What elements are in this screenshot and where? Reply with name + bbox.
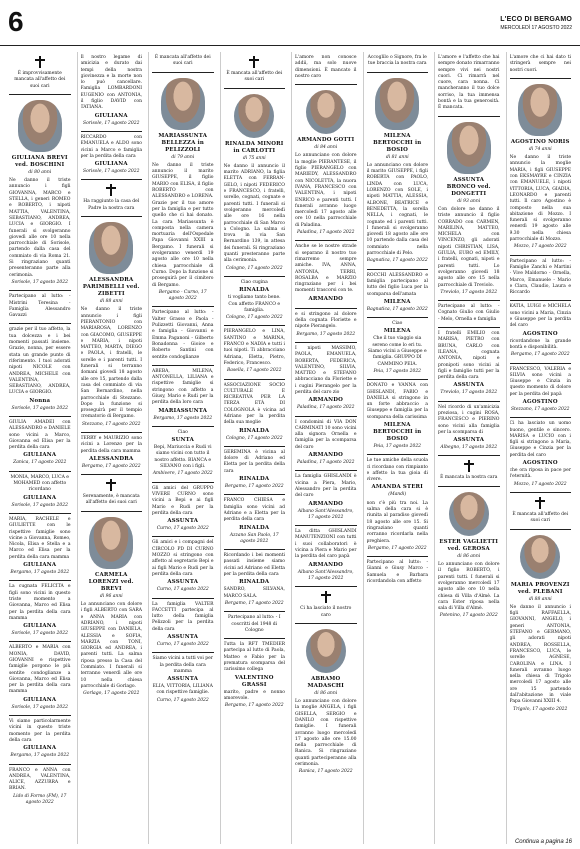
obituary-notice <box>438 487 500 844</box>
obituary-notice <box>510 256 572 302</box>
obituary-notice <box>224 277 286 326</box>
obituary-notice <box>81 512 143 844</box>
notice-text: Ciao cugina <box>240 279 268 285</box>
deceased-name: MILENA BERTOCCHI in BOSIO <box>373 421 422 442</box>
notice-text: e si stringono al dolore della cognata Floriette e nipote Pierangelo. <box>295 311 357 330</box>
notice-text: La ditta GHISLANDI MANUTENZIONI con tutti i suoi collaboratori è vicina a Piera e Mario per la perdita del caro papà <box>295 529 357 560</box>
obituary-notice <box>295 526 357 587</box>
deceased-name: GIULIANA <box>23 452 57 459</box>
place-date: Zanica, 17 agosto 2022 <box>13 460 67 466</box>
deceased-name: CARMELA LORENZI ved. BREVI <box>88 571 134 592</box>
notice-text: ELIA, VITTORIA, LILIANA con rispettive famiglie. <box>152 684 213 696</box>
deceased-name: AGOSTINO <box>522 330 558 337</box>
obituary-notice <box>224 550 286 612</box>
notice-text: Partecipano al lutto: - Mistrini Teresina - Famiglia Alessandro Gavazzi <box>9 294 71 319</box>
masthead <box>500 16 572 31</box>
notice-subtitle: di 86 anni <box>314 690 338 696</box>
place-date: Stezzano, 17 agosto 2022 <box>81 421 141 427</box>
obituary-notice <box>295 417 357 472</box>
place-date: Curno, 17 agosto 2022 <box>156 587 209 593</box>
obituary-notice <box>81 217 143 433</box>
place-date: Bergamo, 17 agosto 2022 <box>81 463 141 469</box>
cross-icon <box>464 460 474 472</box>
obituary-notice <box>224 639 286 844</box>
notice-text: Ci ha lasciato il nostro caro <box>300 606 352 618</box>
notice-text: Ne danno il triste annuncio i figli GIOVANNA, MARCO e STELLA, i generi ROMEO e ROBERTO, i nipoti MATTIA, VALENTINA, SEBASTIANO, ANDREA, LUCIA e GIORGIO. I funerali si svolgeranno giovedì alle ore 10 nella parrocchiale di Sorisole, partendo dalla casa del commiato di via Roma 21. Si ringraziano quanti presenteranno parte alla cerimonia. <box>9 178 71 278</box>
deceased-name: VALENTINO GRASSI <box>234 674 274 688</box>
obituary-notice <box>295 587 357 624</box>
obituary-notice <box>152 366 214 427</box>
notice-text: ABEBA, MILENA, ANTONELLA, LILIANA e rispettive famiglie si stringono con affetto a Giusy, Mario e Rudi per la perdita della loro cara <box>152 368 214 406</box>
deceased-name: ESTER VAGLIETTI ved. GEROSA <box>439 538 499 552</box>
notice-text: FRANCO e ANNA con ANDREA, VALENTINA, ALICE, AZZURRA e BRIAN. <box>9 767 71 792</box>
place-date: Albano Sant'Alessandro, 17 agosto 2022 <box>297 569 354 581</box>
deceased-name: GIULIANA <box>94 112 128 119</box>
place-date: Sorisole, 17 agosto 2022 <box>82 169 140 175</box>
obituary-notice <box>438 402 500 457</box>
obituary-notice <box>9 716 71 764</box>
place-date: Cologno, 17 agosto 2022 <box>225 435 283 441</box>
deceased-name: RINALDA <box>239 524 270 531</box>
deceased-name: ARMANDO <box>308 452 343 459</box>
notice-text: TERRY e MAURIZIO sono vicini a Lorenzo per la perdita della cara mamma <box>80 435 142 454</box>
notice-text: Ne danno il triste annuncio i figli PIERANTONIO con MARIAROSA, LORENZO con GIACOMO, GIUSEPPE e MARIA, i nipoti MATTEO, MARTA, DIEGO e PAOLA, i fratelli, le sorelle e i parenti tutti. I funerali si terranno domani giovedì 18 agosto alle ore 15, partendo dalla casa del commiato di via San Bernardino, nella parrocchiale di Stezzano. Dopo la funzione si proseguirà per il tempio crematorio di Bergamo. <box>80 307 142 420</box>
column-1 <box>6 52 74 844</box>
obituary-notice <box>9 324 71 417</box>
portrait-photo <box>161 78 205 130</box>
deceased-name: MILENA <box>383 328 411 335</box>
deceased-name: MARIA PROVENZI ved. PLEBANI <box>510 581 570 595</box>
obituary-notice <box>438 117 500 301</box>
deceased-name: ABRAMO MADASCHI <box>307 675 344 689</box>
notice-text: Lo annunciano con dolore il figlio ROBERTO, i parenti tutti. I funerali si svolgeranno mercoledì 17 agosto alle ore 10 nella chiesa di Villa d'Almè. La cara Ester riposa nella sala di Villa d'Almè. <box>438 562 500 612</box>
obituary-notice <box>295 471 357 526</box>
notice-text: Lo annunciano con dolore la moglie PIERANTESE, il figlio PIERANGELO con MARIEDY, ALESSANDRO con NICOLETTA, la nuora IVANA, FRANCESCO con VALENTINA, i nipoti ENRICO e parenti tutti. I funerali avranno luogo mercoledì 17 agosto alle ore 10 nella parrocchiale di Paladina. <box>295 153 357 228</box>
obituary-notice <box>510 493 572 530</box>
obituary-notice <box>367 380 429 455</box>
deceased-name: ASSUNTA BRONCO ved. DONGETTI <box>446 176 491 197</box>
notice-text: Serenamente, è mancata all'affetto dei suoi cari <box>82 494 140 506</box>
notice-text: Siamo vicini a tutti voi per la perdita della cara mamma <box>152 656 213 674</box>
notice-text: Nel ricordo di un'amicizia preziosa, i cugini ROSA, FRANCESCO e PIERINO sono vicini alla famiglia per la scomparsa di <box>438 404 500 435</box>
notice-text: Partecipano al lutto: - Valter Grasso e Paola - Pulizzetti Giovanni, Anna e famiglia - Giovanni e Emma Paganoni - Gilberto Bonadonna - Gioice e Roberto Santini con sentite condoglianze <box>152 310 214 360</box>
notice-subtitle: di 84 anni <box>314 145 338 151</box>
notice-subtitle: di 93 anni <box>457 198 481 204</box>
deceased-name: ARMANDO GOTTI <box>297 137 355 144</box>
column-8 <box>506 52 575 844</box>
notice-subtitle: di 86 anni <box>457 553 481 559</box>
notice-text: KATIA, LUIGI e MICHELA sono vicini a Maria, Cinzia e Giuseppe per la perdita del caro <box>509 304 571 329</box>
notice-text: ROCCHI ALESSANDRO e famiglia partecipano al lutto del figlio Luca per la scomparsa dell'amata <box>366 272 428 297</box>
place-date: Peia, 17 agosto 2022 <box>373 368 422 374</box>
deceased-name: MILENA <box>383 298 411 305</box>
place-date: Cologno, 17 agosto 2022 <box>225 265 283 271</box>
column-2 <box>77 52 146 844</box>
obituary-notice <box>224 380 286 447</box>
notice-text: Gli amici del GRUPPO VIVERE CURNO sono vicini a Bepi e ai figli Mario e Rudi per la perdita della cara <box>152 485 214 516</box>
place-date: Bergamo, 17 agosto 2022 <box>224 600 284 606</box>
place-date: Ranica, 17 agosto 2022 <box>298 769 353 775</box>
notice-text: Vi siamo particolarmente vicini in questo triste momento per la perdita della cara <box>9 719 71 743</box>
obituary-notice <box>367 318 429 380</box>
notice-text: SANDRO, SILVANA, MARCO SALA. <box>223 587 285 599</box>
place-date: Bergamo, 17 agosto 2022 <box>224 484 284 490</box>
notice-text: Bepi, Mariuccia e Rudi vi siamo vicini con tutto il nostro affetto. BIANCA e SILVANO con i figli. <box>153 445 212 470</box>
portrait-photo <box>447 122 491 174</box>
obituary-notice <box>152 73 214 308</box>
obituary-notice <box>152 653 214 844</box>
place-date: Sorisole, 17 agosto 2022 <box>11 704 68 710</box>
notice-text: Accoglilo o Signore, fra le tue braccia la nostra cara <box>367 55 427 67</box>
notice-text: Partecipano al lutto: - Gianni e Giusy Marco - Samuela e Barbara ricordandola con affetto <box>366 560 428 585</box>
notice-text: È improvvisamente mancata all'affetto dei suoi cari <box>14 71 66 89</box>
place-date: Bagnatica, 17 agosto 2022 <box>366 306 428 312</box>
obituary-notice <box>295 624 357 844</box>
obituary-notice <box>224 326 286 379</box>
portrait-photo <box>18 100 62 152</box>
notice-text: Ha raggiunto la casa del Padre la nostra cara <box>83 199 140 211</box>
notice-text: La famiglia VALTER FACCETTI partecipa al lutto della famiglia Pelizzoli per la perdita della cara <box>152 601 214 632</box>
portrait-photo <box>306 90 346 134</box>
deceased-name: RINALDA <box>239 287 270 294</box>
deceased-name: GIULIANA BREVI ved. BOSCHINI <box>11 154 68 168</box>
deceased-name: RINALDA <box>239 427 270 434</box>
cross-icon <box>249 56 259 68</box>
deceased-name: MARIASSUNTA BELLEZZA in PELIZZOLI <box>158 132 208 153</box>
place-date: Sorisole, 17 agosto 2022 <box>11 631 68 637</box>
deceased-name: GIULIANA <box>23 562 57 569</box>
place-date: Paladina, 17 agosto 2022 <box>296 460 355 466</box>
obituary-notice <box>9 642 71 716</box>
obituary-notice <box>295 343 357 417</box>
notice-text: Ciao <box>177 429 188 435</box>
newspaper-name: L'ECO DI BERGAMO <box>500 16 572 23</box>
notice-text: Ne danno il triste annuncio la moglie MARIA, i figli GIUSEPPE con EKSMAYRE e CINZIA con EMANUELE, i nipoti VITTORIA, LUCA, GIADIA, LEONARDO e parenti tutti. Il caro Agostino è composto nella sua abitazione di Mozzo. I funerali si svolgeranno venerdì 19 agosto alle 9.30 nella chiesa parrocchiale di Mozzo. <box>509 155 571 243</box>
deceased-name: MARIASSUNTA <box>158 407 208 414</box>
portrait-photo <box>89 517 133 569</box>
obituary-notice <box>367 455 429 557</box>
notice-subtitle: di 88 anni <box>528 596 552 602</box>
notice-text: non c'è più tra noi. La salma della cara si è riunita al paradiso giovedì 18 agosto alle ore 15. Si ringraziano quanti vorranno ricordarla nella preghiera. <box>366 500 428 544</box>
deceased-name: ASSUNTA <box>167 634 199 640</box>
notice-subtitle: di 79 anni <box>171 154 195 160</box>
deceased-name: ASSUNTA <box>167 676 199 683</box>
portrait-photo <box>520 535 560 579</box>
notice-text: Lo annunciano con dolore i figli ALBERTO con SARA e ANNA MARIA con ADRIANO, i nipoti GIUSEPPE con DANIELA, ALESSIA e SOFIA, MARZIA con TONI, GIORGIA ed ANDREA, i parenti tutti. La salma riposa presso la Casa del Commiato. I funerali si terranno venerdì alle ore 10 nella chiesa parrocchiale di Gorlago. <box>80 602 142 689</box>
place-date: Peia, 17 agosto 2022 <box>373 443 422 449</box>
obituary-notice <box>510 301 572 363</box>
obituary-notice <box>438 456 500 486</box>
obituary-notice <box>295 85 357 241</box>
notice-text: ASSOCIAZIONE SOCIO CULTURALE E RICREATIVA PER LA TERZA ETÀ DI COLOGNOLA è vicina ad Adriano per la perdita della sua moglie <box>223 382 285 426</box>
place-date: Sorisole, 17 agosto 2022 <box>11 279 68 285</box>
deceased-name: ASSUNTA <box>167 518 199 525</box>
obituary-notice <box>510 364 572 419</box>
place-date: Bergamo, 17 agosto 2022 <box>510 352 570 358</box>
obituary-notice <box>510 52 572 79</box>
column-7 <box>434 52 503 844</box>
cross-icon <box>535 497 545 509</box>
deceased-name: GIULIANA <box>23 623 57 630</box>
notice-subtitle: di 75 anni <box>242 155 266 161</box>
notice-text: Lo annunciano con dolore il marito GIUSEPPE, i figli ROBERTA con PAOLO, LINDA con LUCA, LORENZO con SOLE, i nipoti MATTIA, ALESSIA, ALBONE, BEATRICE e BENEDETTA, la sorella NELLA, i cognati, le cognate ed i parenti tutti. I funerali si svolgeranno giovedì 18 agosto alle ore 10 partendo dalla casa del commiato nella parrocchiale di Pelo. <box>366 162 428 257</box>
place-date: Bergamo, 17 agosto 2022 <box>224 703 284 709</box>
cross-icon <box>106 479 116 491</box>
place-date: Bergamo, 17 agosto 2022 <box>153 415 213 421</box>
portrait-photo <box>89 222 133 274</box>
notice-subtitle: di 80 anni <box>28 169 52 175</box>
place-date: Curno, 17 agosto 2022 <box>156 697 209 703</box>
place-date: Mozzo, 17 agosto 2022 <box>513 481 567 487</box>
obituary-notice <box>367 52 429 73</box>
notice-text: Lo annunciano con dolore la moglie ANGELA, i figli GISELLA, SERGIO e DANILO con rispettive famiglie. I funerali avranno luogo mercoledì 17 agosto alle ore 15.00 nella parrocchiale di Ranica. Si ringraziano quanti parteciperanno alla cerimonia. <box>295 699 357 768</box>
obituary-notice <box>9 765 71 844</box>
notice-text: Partecipano al lutto: - Cognato Giulio con Giulio - Melo, Ornella e famiglia <box>438 304 500 322</box>
obituary-notice <box>438 328 500 402</box>
portrait-photo <box>518 84 562 136</box>
obituary-notice <box>9 417 71 472</box>
obituary-notice <box>224 89 286 277</box>
obituary-notice <box>9 514 71 581</box>
notice-text: ALBERTO e MARIA con MONIA, DAVID, GIOVANNI e rispettive famiglie porgono le più sentite condoglianze a Giovanna, Marco ed Elisa per la perdita della cara mamma <box>9 645 71 695</box>
obituary-notice <box>152 52 214 73</box>
notice-text: Tutta la RFT TMEDIER partecipa al lutto di Paola, Matteo e Fabio per la prematura scomparsa del carissimo collega <box>223 642 285 673</box>
notice-text: Ricordando i bei momenti passati insieme siamo vicini ad Adriano ed Eletta per la perdita della cara <box>223 553 285 578</box>
obituary-notice <box>224 612 286 639</box>
deceased-name: GIULIANA <box>23 745 57 752</box>
notice-text: PIERANGELO e LINA, SANTINO e MARINA, FRANCO e NADIA e tutti i tuoi nipoti. Ti abbracciano Adriana, Eletta, Pietro, Federico, Francesco. <box>223 329 285 366</box>
place-date: Sorisole, 17 agosto 2022 <box>11 502 68 508</box>
obituary-notice <box>510 79 572 256</box>
place-date: Paladina, 17 agosto 2022 <box>296 230 355 236</box>
obituary-columns <box>6 52 574 844</box>
notice-text: I nipoti MASSIMO, PAOLA, EMANUELA, ROBERTA, FEDERICA, VALENTINO, SILVIA, MATTEO e STEFANO abbracciano da Floriette e i cugini Pierangelo per la perdita del caro zio <box>295 345 357 395</box>
deceased-name: Nonna <box>29 397 51 404</box>
notice-text: Le tue amiche della scuola ci ricordano con rimpianto e affetto la tua gioia di vivere. <box>366 458 428 483</box>
deceased-name: AGOSTINO NORIS <box>510 138 570 145</box>
obituary-notice <box>152 427 214 483</box>
notice-text: MARIA, RACHELE e GIULIETTE con le rispettive famiglie sono vicine a Giovanna, Romeo, Nicola, Elisa e Stella e a Marco ed Elisa per la perdita della cara mamma <box>9 516 71 560</box>
obituary-notice <box>510 530 572 844</box>
obituary-notice <box>224 447 286 495</box>
place-date: Albegno, 17 agosto 2022 <box>440 445 498 451</box>
deceased-name: SUNTA <box>171 437 194 444</box>
deceased-name: ASSUNTA <box>167 579 199 586</box>
place-date: Mozzo, 17 agosto 2022 <box>513 244 567 250</box>
place-date: Bagnatica, 17 agosto 2022 <box>366 258 428 264</box>
deceased-name: RINALDA <box>239 476 270 483</box>
deceased-name: ARMANDO <box>308 561 343 568</box>
place-date: Ambivere, 17 agosto 2022 <box>152 471 213 477</box>
obituary-notice <box>152 307 214 365</box>
notice-text: È mancata all'affetto dei suoi cari <box>226 71 283 83</box>
notice-text: Anche se le nostre strade si separano il nostro tuo rimarremo sempre amiche. IVA, ANNA, ANTONIA, TERRI, ROSALBA e MARZIO ringraziano per i bei momenti trascorsi con te. <box>295 244 357 294</box>
place-date: Trigolo, 17 agosto 2022 <box>513 706 568 712</box>
continued-note[interactable]: Continua a pagina 16 <box>514 839 572 845</box>
notice-text: Che il tuo viaggio sia sereno come lo eri tu. Siamo vicini a Giuseppe e famiglia. GRUPPO DI CAMMINO PEIA. <box>367 336 427 367</box>
notice-subtitle: di 96 anni <box>99 593 123 599</box>
notice-text: FRANCESCO, VALERIA e SILVIA sono vicini a Giuseppe e Cinzia in questo momento di dolore per la perdita del papà <box>509 366 571 397</box>
place-date: Bergamo, 17 agosto 2022 <box>296 331 356 337</box>
cross-icon <box>321 591 331 603</box>
deceased-name: GIULIANA <box>94 161 128 168</box>
notice-text: È mancata la nostra cara <box>440 475 498 481</box>
place-date: Azzano San Paolo, 17 agosto 2022 <box>229 532 279 544</box>
obituary-notice <box>9 52 71 95</box>
notice-text: Gli amici e i compagni del CIRCOLO PD DI CURNO MOZZO si stringono con affetto al segretario Bepi e ai figli Mario e Rudi per la perdita della cara <box>152 540 214 577</box>
deceased-name: ARMANDO <box>308 500 343 507</box>
place-date: Potenino, 17 agosto 2022 <box>439 613 498 619</box>
obituary-notice <box>9 581 71 642</box>
notice-text: I fratelli EMILIO con MARISA, PIETRO con BRUNA, CARLO con ILEANA, cognata ANTONIA, nipoti e pronipoti sono vicini ai figli e famiglie tutti per la perdita della cara <box>438 331 500 381</box>
deceased-name: ASSUNTA <box>453 382 485 389</box>
notice-text: Partecipano al lutto: - Famiglie Zanchi e Martini - Vive Maldorno - Ornella, Marco, Emanuele - Mario e Clara, Claudio, Laura e Riccardo <box>509 258 571 296</box>
notice-text: marito, padre e nonno amorevole. <box>223 689 285 701</box>
notice-text: Con dolore ne danno il triste annuncio il figlio CORRADO con CARMEN, MARILINA, MATTEO, MICHELA con VINCENZO, gli adorati nipoti CHRISTIAN, LISA, GIULIA, EURO ed EMILY, i fratelli, cognati, nipoti e parenti tutti. Lo svolgeranno giovedì 18 agosto alle ore 15 nella parrocchiale di Treviolo. <box>438 206 500 288</box>
notice-text: MONIA, MARCO, LUCA e MOHAMED con affetto ricordano <box>10 474 69 493</box>
column-6 <box>363 52 432 844</box>
obituary-notice <box>295 241 357 308</box>
column-5 <box>291 52 360 844</box>
place-date: Sorisole, 17 agosto 2022 <box>11 405 68 411</box>
notice-text: Ci ha lasciato un uomo buono, gentile e sincero. MARISA e LUCIO con i figli si stringono a Maria, Giuseppe e Cinzia per la perdita del caro <box>509 421 571 458</box>
obituary-notice <box>152 483 214 538</box>
obituary-notice <box>81 52 143 132</box>
deceased-name: ARMANDO <box>308 295 343 302</box>
place-date: Treviolo, 17 agosto 2022 <box>440 289 498 295</box>
obituary-notice <box>9 95 71 291</box>
portrait-photo <box>449 492 489 536</box>
obituary-notice <box>367 73 429 270</box>
notice-text: grazie per il tuo affetto, la tua dolcezza e i bei momenti passati insieme. Grazie, nonna, per essere stata un grande punto di riferimento. I tuoi adorati nipoti NICOLE con ANDREA, MICHELE con VALENTINA, SEBASTIANO, ANDREA, LUCIA e GIORGIO. <box>9 327 71 396</box>
obituary-notice <box>438 52 500 117</box>
notice-text: Ne danno il annuncio i figli RAFFAELLA, GIOVANNI, ANGELO, i generi ANTONIA, STEFANO e GERMANO, gli adorati nipoti ANDREA, ROSSELLA, FRANCESCO, LUCA, le sorelle AGNESE, CAROLINA e LINA. I funerali avranno luogo nella chiesa di Trigolo mercoledì 17 agosto alle ore 15 partendo dall'abitazione in viale Papa Giovanni XXIII 4. <box>509 604 571 705</box>
place-date: Stezzano, 17 agosto 2022 <box>510 406 570 412</box>
place-date: Sorisole, 17 agosto 2022 <box>82 120 140 126</box>
place-date: Albano Sant'Alessandro, 17 agosto 2022 <box>297 508 354 520</box>
obituary-notice <box>295 309 357 343</box>
place-date: Lido di Formo (FM), 17 agosto 2022 <box>13 793 67 806</box>
place-date: Bergamo, 17 agosto 2022 <box>10 570 70 576</box>
notice-text: È mancata all'affetto dei suoi cari <box>512 511 569 524</box>
obituary-notice <box>152 537 214 598</box>
obituary-notice <box>81 132 143 180</box>
portrait-photo <box>375 78 419 130</box>
notice-text: La cugnata FELICITA e figli sono vicini in questo triste momento a Giovanna, Marco ed Elisa per la perdita della cara mamma <box>9 584 71 621</box>
notice-text: ti vogliamo tanto bene. Con affetto FRANCO e famiglia. <box>227 295 281 313</box>
deceased-name: ALESSANDRA <box>89 455 134 462</box>
place-date: Curno, 17 agosto 2022 <box>156 642 209 647</box>
place-date: Paladina, 17 agosto 2022 <box>296 405 355 411</box>
portrait-photo <box>234 94 274 138</box>
notice-text: DONATO e VANNA con GHISLANDI, FABIO e DANIELA si stringono in un forte abbraccio a Giuseppe e famiglia per la scomparsa della carissima <box>366 383 428 420</box>
cross-icon <box>106 184 116 196</box>
notice-text: GEREMINA è vicina al dolore di Adriano ed Eletta per la perdita della cara <box>223 449 285 474</box>
page-header <box>0 0 580 46</box>
notice-subtitle: di 74 anni <box>528 146 552 152</box>
place-date: Treviolo, 17 agosto 2022 <box>440 390 498 396</box>
deceased-name: GIULIANA <box>23 696 57 703</box>
obituary-notice <box>438 301 500 328</box>
obituary-notice <box>224 52 286 89</box>
deceased-name: MILENA BERTOCCHI in BOSIO <box>373 132 422 153</box>
column-3 <box>148 52 217 844</box>
deceased-name: AGOSTINO <box>522 398 558 405</box>
notice-text: RICCARDO con EMANUELA e ALDO sono vicini a Marco e famiglia per la perdita della cara <box>80 134 142 159</box>
obituary-notice <box>295 52 357 85</box>
notice-text: La famiglia GHISLANDI è vicina a Piera, Mario, Alessandro per la perdita del caro <box>295 474 357 499</box>
obituary-notice <box>367 557 429 844</box>
notice-text: FRANCO CHIESA e famiglia sono vicini ad Adriano e a Eletta per la perdita della cara <box>223 498 285 523</box>
deceased-name: ARMANDO <box>308 397 343 404</box>
notice-text: Ne danno il triste annuncio il marito GIUSEPPE, il figlio MARIO con ELISA, il figlio ROBERTO con ALESSANDRO e LORENA. Grazie per il tuo amore per la famiglia e per tutto quello che ci hai donato. La cara Mariassunta è composta nella camera mortuaria dell'Ospedale Papa Giovanni XXIII a Bergamo. I funerali si svolgeranno venerdì 19 agosto alle ore 10 nella chiesa parrocchiale di Curno. Dopo la funzione si proseguirà per il cimitero di Bergamo. <box>152 162 214 288</box>
obituary-notice <box>510 418 572 493</box>
notice-text: Ne danno il annuncio il marito ADRIANO, la figlia ELETTA con FERRAN-GELO, i nipoti FEDERICO e FRANCESCO, i fratelli, sorelle, cognati, cognate e parenti tutti. I funerali si svolgeranno mercoledì alle ore 16 nella parrocchiale di San Marco a Cologno. La salma si trova in via San Bernardino 139, in attesa dei funerali. Si ringraziano quanti presteranno parte alla cerimonia. <box>223 163 285 264</box>
notice-text: L'amore che ci hai dato ti stringerà sempre nei nostri cuori. <box>509 55 571 73</box>
portrait-photo <box>306 629 346 673</box>
obituary-notice <box>367 270 429 318</box>
notice-text: Partecipano al lutto: - I coscritti del 1948 di Cologno <box>227 615 281 633</box>
notice-text: L'amore e l'affetto che hai sempre donato rimarranno sempre vivi nei nostri cuori. Ci rimarrà nel cuore, cara nonna. Ci mancheranno il tuo dolce sorriso, la tua immensa bontà e la tua generosità. È mancata. <box>438 55 500 111</box>
notice-text: GIULIA AMADEI con ALESSANDRO e DANIELE sono vicini a Marco, Giovanna ed Elisa per la perdita della cara <box>9 419 71 451</box>
notice-text: I condomini di VIA DON CARMINATI 10 sono vicini alla signora Ornella e famiglia per la scomparsa del caro <box>295 419 357 450</box>
obituary-notice <box>224 495 286 550</box>
obituary-notice <box>81 475 143 512</box>
page-number: 6 <box>8 6 24 37</box>
place-date: Curno, 17 agosto 2022 <box>156 526 209 532</box>
notice-text: È mancata all'affetto dei suoi cari <box>154 55 211 67</box>
deceased-name: ALESSANDRA PARIMBELLI ved. ZIBETTI <box>82 277 140 298</box>
place-date: Bergamo, 17 agosto 2022 <box>10 753 70 759</box>
notice-subtitle: di 88 anni <box>99 299 123 305</box>
place-date: Bergamo, 17 agosto 2022 <box>367 545 427 551</box>
notice-text: Il nostro legame di amicizia e durato dai tempi della nostra giovinezza e la morte non lo può cancellare. Famiglia LOMBARDONI EUGENIO con ANTONIA, il figlio DAVID con TATIANA. <box>80 55 142 111</box>
obituary-notice <box>152 599 214 654</box>
place-date: Gorlago, 17 agosto 2022 <box>83 691 140 697</box>
notice-text: Ciao <box>392 321 403 327</box>
issue-date: MERCOLEDÌ 17 AGOSTO 2022 <box>500 25 572 31</box>
obituary-notice <box>9 472 71 514</box>
obituary-notice <box>81 180 143 217</box>
deceased-name: AGOSTINO <box>522 460 558 467</box>
cross-icon <box>35 56 45 68</box>
place-date: Bergamo - Curno, 17 agosto 2022 <box>158 289 207 302</box>
deceased-name: GIULIANA <box>23 494 57 501</box>
obituary-notice <box>9 291 71 324</box>
deceased-name: RINALDA <box>239 579 270 586</box>
notice-subtitle: (Mandi) <box>388 492 407 498</box>
deceased-name: AMANDA STERI <box>371 484 423 491</box>
obituary-notice <box>81 433 143 475</box>
place-date: Cologno, 17 agosto 2022 <box>225 315 283 321</box>
column-4 <box>220 52 289 844</box>
notice-text: che ora riposa in pace per l'eternità. <box>509 468 571 480</box>
notice-subtitle: di 81 anni <box>385 154 409 160</box>
place-date: Basella, 17 agosto 2022 <box>226 368 282 374</box>
notice-text: ricordandone la grande bontà e disponibilità. <box>509 338 571 350</box>
deceased-name: RINALDA MINORI in CARLOTTI <box>224 140 284 154</box>
notice-text: L'amore non conosce addii, ma solo nuove dimensioni. È mancato il nostro caro <box>295 55 357 79</box>
deceased-name: ASSUNTA <box>453 437 485 444</box>
